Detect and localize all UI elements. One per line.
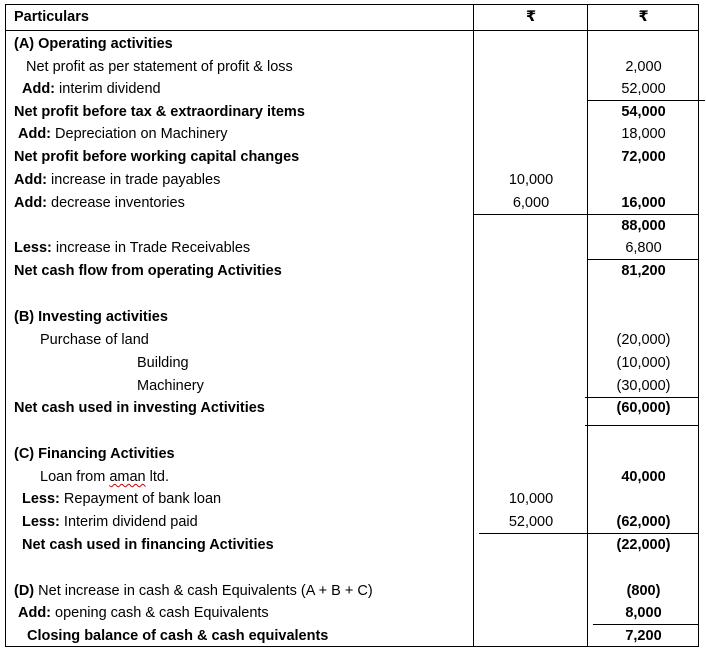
building-value: (10,000) xyxy=(616,355,671,371)
inventories-text: decrease inventories xyxy=(51,195,185,211)
table-row xyxy=(6,78,700,100)
less-prefix: Less: xyxy=(14,240,52,256)
operating-net-label: Net cash flow from operating Activities xyxy=(14,263,282,279)
net-increase-value: (800) xyxy=(626,583,661,599)
investing-net-label: Net cash used in investing Activities xyxy=(14,400,265,416)
spellcheck-flagged-word: aman xyxy=(109,469,146,485)
rupee-column-header-2: ₹ xyxy=(638,9,649,25)
receivables-value: 6,800 xyxy=(625,240,662,256)
net-profit-label: Net profit as per statement of profit & loss xyxy=(26,59,293,75)
land-label: Purchase of land xyxy=(40,332,149,348)
npbt-value: 54,000 xyxy=(621,104,666,120)
add-prefix: Add: xyxy=(18,605,52,621)
d-prefix: (D) xyxy=(14,583,35,599)
financing-net-label: Net cash used in financing Activities xyxy=(22,537,274,553)
inventories-label xyxy=(14,192,185,214)
financing-heading: (C) Financing Activities xyxy=(14,446,175,462)
dividend-paid-value: 52,000 xyxy=(508,514,554,530)
repayment-value: 10,000 xyxy=(508,491,554,507)
investing-net-value: (60,000) xyxy=(616,400,671,416)
npwc-label: Net profit before working capital changes xyxy=(14,149,300,165)
table-row xyxy=(6,329,700,351)
interim-dividend-label xyxy=(22,78,161,100)
outflow-total: (62,000) xyxy=(616,514,671,530)
depreciation-value: 18,000 xyxy=(621,126,666,142)
financing-heading-row xyxy=(6,443,700,465)
operating-heading: (A) Operating activities xyxy=(14,36,173,52)
add-prefix: Add: xyxy=(14,172,48,188)
table-row xyxy=(6,352,700,374)
machinery-label: Machinery xyxy=(137,378,204,394)
opening-cash-text: opening cash & cash Equivalents xyxy=(55,605,269,621)
table-row xyxy=(6,260,700,282)
closing-balance-value: 7,200 xyxy=(625,628,662,644)
net-increase-label xyxy=(14,580,373,602)
receivables-label xyxy=(14,237,250,259)
table-row xyxy=(6,580,700,602)
closing-balance-label: Closing balance of cash & cash equivalents xyxy=(27,628,329,644)
payables-text: increase in trade payables xyxy=(51,172,221,188)
table-row xyxy=(6,192,700,214)
dividend-paid-text: Interim dividend paid xyxy=(63,514,198,530)
loan-value: 40,000 xyxy=(621,469,666,485)
particulars-header: Particulars xyxy=(14,9,89,25)
inventories-value: 6,000 xyxy=(512,195,550,211)
depreciation-text: Depreciation on Machinery xyxy=(55,126,228,142)
table-row xyxy=(6,56,700,78)
payables-label xyxy=(14,169,220,191)
opening-cash-label xyxy=(18,602,269,624)
table-row xyxy=(6,237,700,259)
operating-net-value: 81,200 xyxy=(621,263,666,279)
loan-text-suffix: ltd. xyxy=(145,469,169,485)
loan-text: Loan from xyxy=(40,469,110,485)
npbt-label: Net profit before tax & extraordinary items xyxy=(14,104,305,120)
interim-dividend-text: interim dividend xyxy=(59,81,161,97)
table-row xyxy=(6,375,700,397)
repayment-label xyxy=(22,488,221,510)
add-prefix: Add: xyxy=(18,126,52,142)
table-row xyxy=(6,602,700,624)
loan-label xyxy=(40,466,169,488)
financing-net-value: (22,000) xyxy=(616,537,671,553)
depreciation-label xyxy=(18,123,228,145)
add-prefix: Add: xyxy=(22,81,56,97)
table-row xyxy=(6,625,700,647)
investing-heading: (B) Investing activities xyxy=(14,309,168,325)
operating-heading-row xyxy=(6,33,700,55)
table-row xyxy=(6,488,700,510)
less-prefix: Less: xyxy=(22,514,60,530)
table-row xyxy=(6,511,700,533)
working-capital-total: 16,000 xyxy=(621,195,666,211)
payables-value: 10,000 xyxy=(508,172,554,188)
table-row xyxy=(6,397,700,419)
table-row xyxy=(6,169,700,191)
table-row xyxy=(6,146,700,168)
table-row xyxy=(6,466,700,488)
rupee-column-header-1: ₹ xyxy=(525,9,537,25)
cash-flow-statement-table xyxy=(5,4,699,647)
table-row xyxy=(6,101,700,123)
header-row xyxy=(6,5,700,31)
land-value: (20,000) xyxy=(616,332,671,348)
machinery-value: (30,000) xyxy=(616,378,671,394)
building-label: Building xyxy=(137,355,189,371)
interim-dividend-value: 52,000 xyxy=(621,81,666,97)
operating-subtotal: 88,000 xyxy=(621,218,666,234)
receivables-text: increase in Trade Receivables xyxy=(55,240,251,256)
investing-heading-row xyxy=(6,306,700,328)
table-row xyxy=(6,215,700,237)
total-divider xyxy=(585,425,699,426)
net-increase-text: Net increase in cash & cash Equivalents (A + B + C) xyxy=(38,583,373,599)
net-profit-value: 2,000 xyxy=(625,59,662,75)
table-row xyxy=(6,123,700,145)
table-row xyxy=(6,534,700,556)
npwc-value: 72,000 xyxy=(621,149,666,165)
add-prefix: Add: xyxy=(14,195,48,211)
dividend-paid-label xyxy=(22,511,198,533)
repayment-text: Repayment of bank loan xyxy=(63,491,222,507)
opening-cash-value: 8,000 xyxy=(625,605,662,621)
less-prefix: Less: xyxy=(22,491,60,507)
